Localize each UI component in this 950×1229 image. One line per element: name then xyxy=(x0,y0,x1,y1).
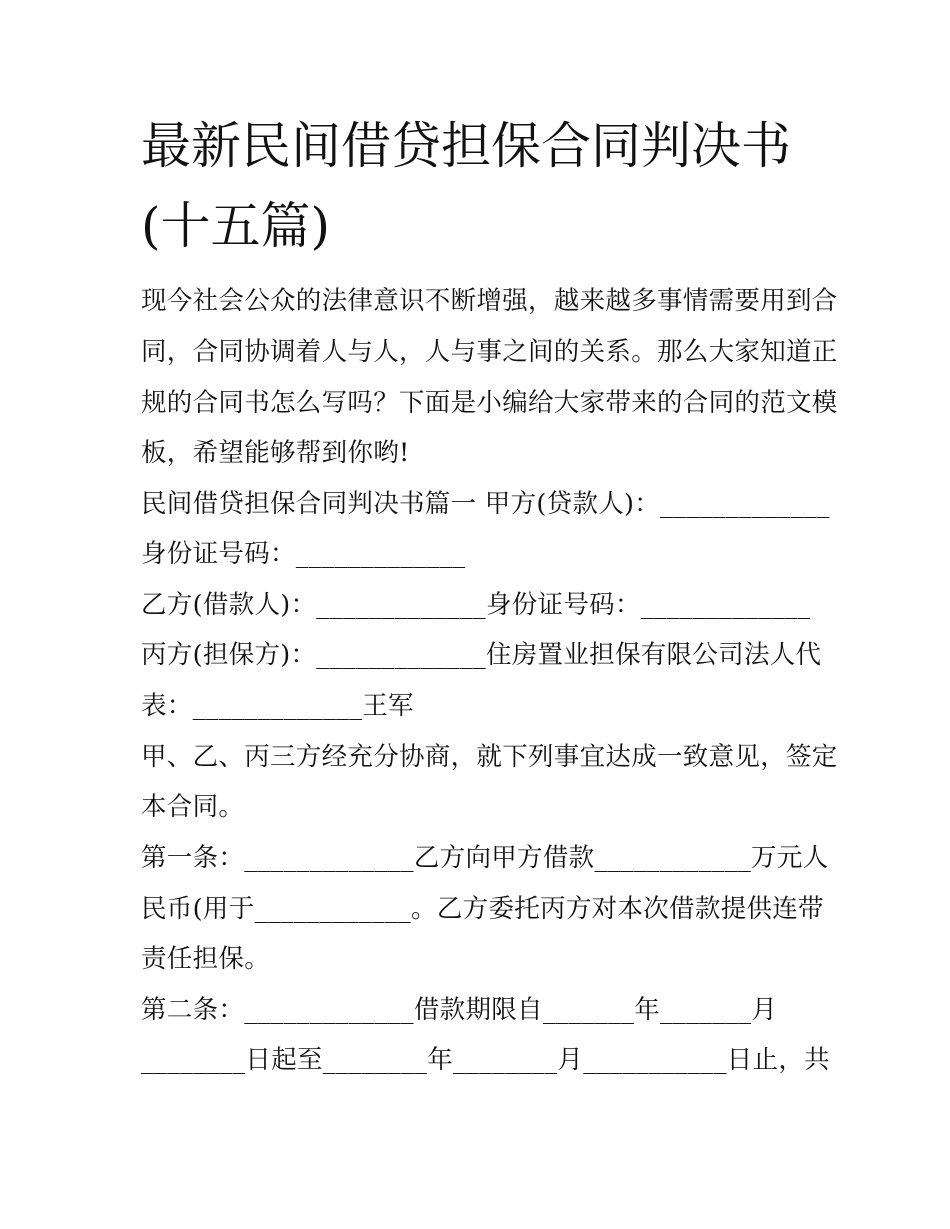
article-2-line-1: 第二条：_____________借款期限自_______年_______月 xyxy=(141,995,778,1025)
article-2-line-2: ________日起至________年________月___________日止，共 xyxy=(141,1045,830,1075)
article-1-line-1: 第一条：_____________乙方向甲方借款____________万元人 xyxy=(141,843,829,873)
agreement-line-1: 甲、乙、丙三方经充分协商，就下列事宜达成一致意见，签定 xyxy=(141,742,838,772)
intro-line-1: 现今社会公众的法律意识不断增强，越来越多事情需要用到合 xyxy=(141,286,838,316)
intro-line-3: 规的合同书怎么写吗？下面是小编给大家带来的合同的范文模 xyxy=(141,388,838,418)
party-c-line: 丙方(担保方)：_____________住房置业担保有限公司法人代 xyxy=(141,640,822,670)
party-a-id-line: 身份证号码：_____________ xyxy=(141,539,466,569)
article-1-line-2: 民币(用于____________。乙方委托丙方对本次借款提供连带 xyxy=(141,894,824,924)
intro-line-2: 同，合同协调着人与人，人与事之间的关系。那么大家知道正 xyxy=(141,337,838,367)
document-title-line-1: 最新民间借贷担保合同判决书 xyxy=(141,117,791,175)
intro-line-4: 板，希望能够帮到你哟! xyxy=(141,438,410,468)
article-1-line-3: 责任担保。 xyxy=(141,944,271,974)
party-b-line: 乙方(借款人)：_____________身份证号码：_____________ xyxy=(141,590,811,620)
party-c-representative-line: 表：_____________王军 xyxy=(141,691,414,721)
agreement-line-2: 本合同。 xyxy=(141,792,245,822)
party-a-line: 民间借贷担保合同判决书篇一 甲方(贷款人)：_____________ xyxy=(141,489,830,519)
document-title-line-2: (十五篇) xyxy=(141,197,331,255)
